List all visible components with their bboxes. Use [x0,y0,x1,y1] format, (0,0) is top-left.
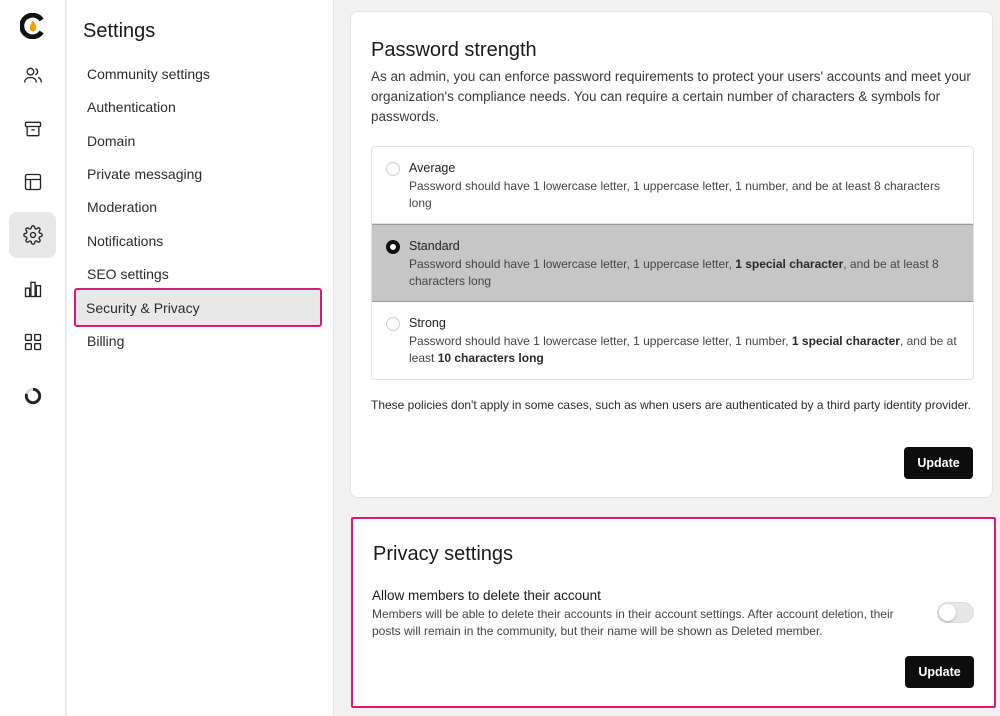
password-policy-note: These policies don't apply in some cases, such as when users are authenticated by a third party identity provider. [371,398,971,412]
radio-strong[interactable] [386,317,400,331]
sidebar-item-private-messaging[interactable]: Private messaging [87,166,203,182]
option-average-desc: Password should have 1 lowercase letter, 1 uppercase letter, 1 number, and be at least 8 characters long [409,179,940,210]
sidebar-item-moderation[interactable]: Moderation [87,199,158,215]
delete-account-toggle[interactable] [937,602,974,623]
option-average-label: Average [409,161,456,175]
toggle-knob [939,604,956,621]
sidebar-item-domain[interactable]: Domain [87,133,136,149]
settings-sidebar [67,0,334,716]
sidebar-item-notifications[interactable]: Notifications [87,233,164,249]
sidebar-item-community-settings[interactable]: Community settings [87,66,210,82]
password-strength-description: As an admin, you can enforce password requirements to protect your users' accounts and meet your organization's compliance needs. You can require a certain number of characters & symbols for passwords. [371,69,971,124]
progress-icon[interactable] [9,373,56,419]
password-strength-options [371,146,974,380]
option-standard-desc: Password should have 1 lowercase letter, 1 uppercase letter, 1 special character, and be at least 8 characters long [409,257,939,288]
gear-icon[interactable] [9,212,56,258]
delete-account-description: Members will be able to delete their accounts in their account settings. After account deletion, their posts will remain in the community, but their name will be shown as Deleted member. [372,607,894,638]
option-standard-label: Standard [409,239,460,253]
password-update-button[interactable]: Update [904,447,973,479]
delete-account-label: Allow members to delete their account [372,588,601,603]
sidebar-item-billing[interactable]: Billing [87,333,125,349]
privacy-settings-card [351,517,996,708]
archive-icon[interactable] [9,106,56,152]
privacy-update-button[interactable]: Update [905,656,974,688]
password-strength-card [350,11,993,498]
sidebar-item-seo-settings[interactable]: SEO settings [87,266,169,282]
option-standard[interactable] [372,224,973,302]
password-strength-title: Password strength [371,39,537,61]
option-strong-desc: Password should have 1 lowercase letter, 1 uppercase letter, 1 number, 1 special character, and be at least 10 characters long [409,334,957,365]
option-average[interactable] [372,147,973,224]
radio-average[interactable] [386,162,400,176]
sidebar-item-authentication[interactable]: Authentication [87,99,176,115]
privacy-settings-title: Privacy settings [373,543,514,565]
analytics-icon[interactable] [9,266,56,312]
radio-standard[interactable] [386,240,400,254]
option-strong-label: Strong [409,316,446,330]
members-icon[interactable] [9,52,56,98]
logo-icon[interactable] [9,3,56,49]
icon-rail [0,0,66,716]
sidebar-title: Settings [83,20,156,42]
option-strong[interactable] [372,302,973,380]
apps-icon[interactable] [9,319,56,365]
sidebar-item-security-privacy[interactable]: Security & Privacy [74,288,322,327]
layout-icon[interactable] [9,159,56,205]
